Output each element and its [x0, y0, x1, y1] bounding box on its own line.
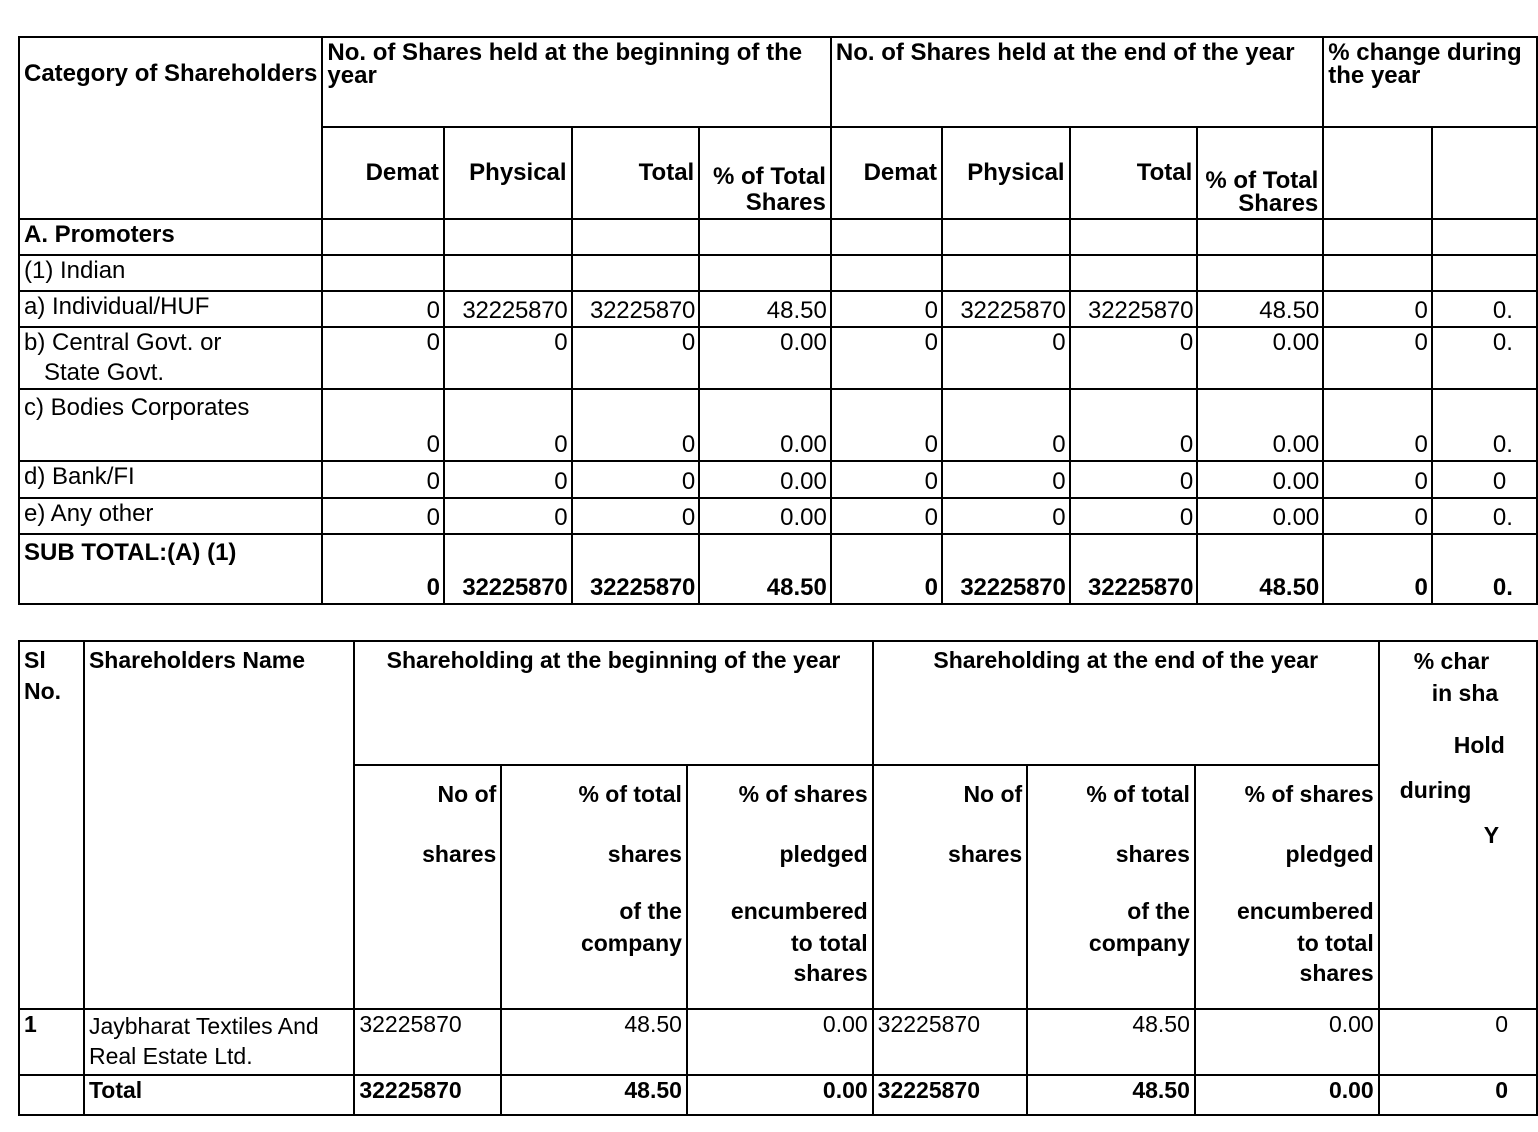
total-row [19, 1075, 1537, 1115]
group-begin-header: No. of Shares held at the beginning of the year [322, 37, 830, 127]
cell-value: 0 [1323, 498, 1432, 534]
cell-value: 0 [572, 498, 700, 534]
cell-value: 0 [444, 327, 572, 389]
cell-value: 48.50 [1197, 291, 1323, 327]
cell-value: 32225870 [444, 291, 572, 327]
table-row [19, 327, 1537, 389]
header-line: shares [1299, 960, 1374, 986]
group-begin-header: Shareholding at the beginning of the year [354, 641, 872, 765]
no-of-shares-header [873, 765, 1028, 1009]
cell-value: 0 [572, 461, 700, 498]
cell-value: 0 [1379, 1075, 1537, 1115]
cell-value: 0 [1070, 498, 1198, 534]
cell-value: 32225870 [1070, 291, 1198, 327]
table-row [19, 389, 1537, 461]
cell-value: 48.50 [1027, 1009, 1195, 1075]
header-line: No of [437, 781, 497, 807]
cell-value: 0.00 [1197, 389, 1323, 461]
cell-value: 0.00 [699, 327, 831, 389]
pct-total-header: % of Total Shares [1197, 127, 1323, 219]
row-label: c) Bodies Corporates [19, 389, 322, 461]
cell-value: 32225870 [942, 534, 1070, 604]
row-label [19, 327, 322, 389]
cell-value: 0 [1432, 461, 1537, 498]
cell-value: 0. [1432, 291, 1537, 327]
cell-value: 0 [942, 389, 1070, 461]
row-label: a) Individual/HUF [19, 291, 322, 327]
cell-value: 0 [831, 291, 942, 327]
header-line: pledged [1285, 841, 1374, 867]
shareholder-name-header: Shareholders Name [84, 641, 354, 1009]
group-end-header: No. of Shares held at the end of the year [831, 37, 1323, 127]
cell-value: 32225870 [354, 1009, 501, 1075]
cell-value: 0 [942, 327, 1070, 389]
pct-total-header [1027, 765, 1195, 1009]
row-label: SUB TOTAL:(A) (1) [19, 534, 322, 604]
cell-value: 48.50 [699, 291, 831, 327]
cell-value: 32225870 [873, 1075, 1028, 1115]
header-line: encumbered [1236, 898, 1374, 924]
cell-value: 0 [322, 461, 444, 498]
change-header-line: % char [1413, 648, 1490, 674]
category-header: Category of Shareholders [19, 37, 322, 219]
header-line: % of shares [738, 781, 868, 807]
header-line: % of shares [1244, 781, 1374, 807]
cell-value: 0.00 [699, 461, 831, 498]
pct-pledged-header [1195, 765, 1379, 1009]
row-label-line1: b) Central Govt. or [24, 329, 222, 356]
cell-value: 32225870 [572, 291, 700, 327]
cell-value: 32225870 [1070, 534, 1198, 604]
header-line: shares [948, 841, 1023, 867]
cell-value: 48.50 [699, 534, 831, 604]
header-line: pledged [779, 841, 868, 867]
change-sub-header [1432, 127, 1537, 219]
change-header-line: in sha [1431, 680, 1499, 706]
shareholder-name-cell: Jaybharat Textiles And Real Estate Ltd. [84, 1009, 354, 1075]
cell-value: 0 [831, 327, 942, 389]
header-line: No of [963, 781, 1023, 807]
cell-value: 0.00 [1197, 498, 1323, 534]
cell-value: 0 [831, 461, 942, 498]
header-line: of the [1127, 898, 1190, 924]
header-line: of the [619, 898, 682, 924]
header-line: to total [791, 930, 868, 956]
cell-value: 0 [444, 389, 572, 461]
cell-value: 0 [1070, 327, 1198, 389]
table-row [19, 498, 1537, 534]
header-line: company [580, 930, 682, 956]
table-row [19, 461, 1537, 498]
promoter-shareholding-table [18, 640, 1538, 1116]
change-header-line: during [1399, 777, 1472, 803]
physical-header: Physical [444, 127, 572, 219]
subtotal-row [19, 534, 1537, 604]
demat-header: Demat [322, 127, 444, 219]
cell-value: 0.00 [687, 1075, 873, 1115]
cell-value: 0.00 [699, 498, 831, 534]
cell-value: 32225870 [354, 1075, 501, 1115]
header-line: company [1088, 930, 1190, 956]
cell-value: 0 [1323, 389, 1432, 461]
cell-value: 0 [322, 389, 444, 461]
sl-no-cell: 1 [19, 1009, 84, 1075]
cell-value: 48.50 [501, 1009, 687, 1075]
header-line: shares [1115, 841, 1190, 867]
cell-value: 0. [1432, 498, 1537, 534]
cell-value: 0.00 [1197, 327, 1323, 389]
total-label: Total [84, 1075, 354, 1115]
cell-value: 0 [831, 498, 942, 534]
cell-value: 0 [942, 461, 1070, 498]
cell-value: 0 [444, 461, 572, 498]
change-header-line: Hold [1453, 732, 1505, 758]
header-line: to total [1297, 930, 1374, 956]
cell-value: 0. [1432, 327, 1537, 389]
cell-value: 0 [1323, 327, 1432, 389]
cell-value: 0 [322, 498, 444, 534]
cell-value: 0 [572, 327, 700, 389]
cell-value: 48.50 [501, 1075, 687, 1115]
table-row [19, 291, 1537, 327]
cell-value: 0 [1323, 461, 1432, 498]
cell-value: 32225870 [572, 534, 700, 604]
row-label: A. Promoters [19, 219, 322, 255]
row-label: d) Bank/FI [19, 461, 322, 498]
cell-value: 32225870 [444, 534, 572, 604]
change-header [1379, 641, 1537, 1009]
cell-value: 0 [1379, 1009, 1537, 1075]
cell-value: 48.50 [1027, 1075, 1195, 1115]
sl-no-header: Sl No. [19, 641, 84, 1009]
cell-value: 0 [572, 389, 700, 461]
change-header-line: Y [1483, 822, 1500, 848]
physical-header: Physical [942, 127, 1070, 219]
row-label: (1) Indian [19, 255, 322, 291]
cell-value: 0 [1070, 389, 1198, 461]
cell-value: 0 [1323, 534, 1432, 604]
group-end-header: Shareholding at the end of the year [873, 641, 1379, 765]
cell-value: 0.00 [699, 389, 831, 461]
cell-value: 0 [831, 534, 942, 604]
pct-pledged-header [687, 765, 873, 1009]
cell-value: 32225870 [942, 291, 1070, 327]
header-line: shares [422, 841, 497, 867]
cell-value: 0.00 [1195, 1075, 1379, 1115]
cell-value: 0 [1070, 461, 1198, 498]
cell-value: 0.00 [687, 1009, 873, 1075]
header-line: shares [607, 841, 682, 867]
cell-value: 48.50 [1197, 534, 1323, 604]
row-label: e) Any other [19, 498, 322, 534]
header-line: % of total [578, 781, 682, 807]
cell-value: 0 [322, 327, 444, 389]
cell-value: 0 [322, 534, 444, 604]
cell-value: 0. [1432, 389, 1537, 461]
change-sub-header [1323, 127, 1432, 219]
cell-value: 0 [322, 291, 444, 327]
cell-value: 0 [1323, 291, 1432, 327]
cell-value: 0 [831, 389, 942, 461]
cell-value: 32225870 [873, 1009, 1028, 1075]
demat-header: Demat [831, 127, 942, 219]
header-line: encumbered [730, 898, 868, 924]
pct-total-header: % of Total Shares [699, 127, 831, 219]
row-label-line2: State Govt. [44, 358, 165, 386]
sl-no-cell [19, 1075, 84, 1115]
cell-value: 0.00 [1197, 461, 1323, 498]
total-header: Total [572, 127, 700, 219]
table-row [19, 1009, 1537, 1075]
header-line: shares [793, 960, 868, 986]
cell-value: 0. [1432, 534, 1537, 604]
cell-value: 0.00 [1195, 1009, 1379, 1075]
total-header: Total [1070, 127, 1198, 219]
pct-total-header [501, 765, 687, 1009]
shareholding-category-table [18, 36, 1538, 605]
no-of-shares-header [354, 765, 501, 1009]
group-change-header: % change during the year [1323, 37, 1537, 127]
header-line: % of total [1086, 781, 1190, 807]
cell-value: 0 [942, 498, 1070, 534]
cell-value: 0 [444, 498, 572, 534]
